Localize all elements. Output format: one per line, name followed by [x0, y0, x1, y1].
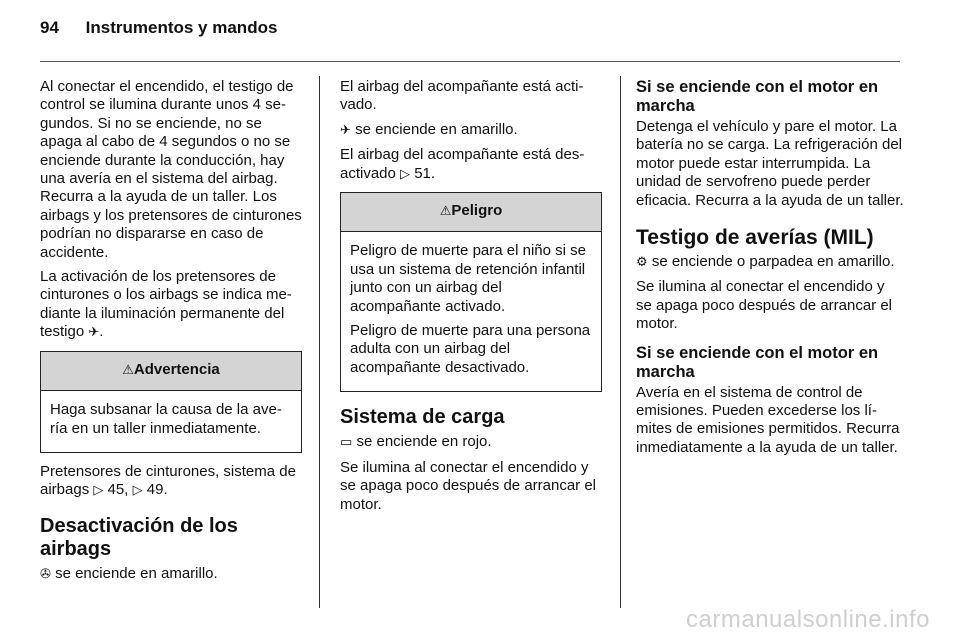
paragraph-text: La activación de los pretensores de cinturones o los airbags se indica mediante la iluminación permanente del testigo — [40, 268, 292, 341]
column-1 — [40, 78, 302, 590]
page-title: Instrumentos y mandos — [85, 18, 278, 37]
page-reference-icon: ▷ — [400, 166, 411, 182]
column-divider — [319, 76, 320, 608]
paragraph-text: Pretensores de cinturones, sistema de airbags — [40, 462, 296, 499]
paragraph — [340, 433, 602, 452]
subheading: Si se enciende con el motor en marcha — [636, 78, 879, 115]
paragraph: Al conectar el encendido, el testigo de control se ilumina durante unos 4 segundos. Si no se enciende, no se apaga al cabo de 4 segundos o no se enciende durante la conducción, hay una avería en el sistema del airbag. Recurra a la ayuda de un taller. Los airbags y los pretensores de cinturones podrían no dispararse en caso de accidente. — [40, 78, 302, 261]
airbag-on-icon: ✈ — [340, 122, 351, 138]
section-heading: Testigo de averías (MIL) — [636, 226, 874, 250]
warning-box-header — [41, 352, 301, 391]
page-ref[interactable]: 51 — [414, 164, 431, 182]
paragraph: Detenga el vehículo y pare el motor. La batería no se carga. La refrigeración del motor puede estar interrumpida. La unidad de servofreno puede perder eficacia. Recurra a la ayuda de un taller. — [636, 118, 904, 209]
warning-text: Haga subsanar la causa de la avería en un taller inmediatamente. — [50, 401, 282, 437]
paragraph — [40, 565, 302, 584]
battery-icon: ▭ — [340, 435, 353, 451]
danger-box-header — [341, 193, 601, 232]
paragraph — [340, 146, 602, 184]
page-ref-2[interactable]: 49 — [146, 481, 164, 499]
paragraph: El airbag del acompañante está activado. — [340, 78, 584, 114]
danger-box — [340, 192, 602, 392]
danger-text: Peligro de muerte para el niño si se usa un sistema de retención infantil junto con un airbag del acompañante activado. — [350, 242, 586, 315]
paragraph-text: se enciende o parpadea en amarillo. — [647, 253, 895, 271]
watermark: carmanualsonline.info — [686, 606, 930, 633]
column-2 — [340, 78, 602, 520]
paragraph-text: El airbag del acompañante está desactivado — [340, 146, 585, 182]
paragraph: Avería en el sistema de control de emisiones. Pueden excederse los límites de emisiones permitidos. Recurra inmediatamente a la ayuda de un taller. — [636, 383, 900, 456]
column-3 — [636, 78, 904, 463]
warning-title: Advertencia — [133, 360, 220, 378]
warning-box-body — [41, 391, 301, 452]
paragraph-text: se enciende en amarillo. — [50, 564, 218, 582]
paragraph-text: se enciende en amarillo. — [350, 120, 518, 138]
paragraph-text: se enciende en rojo. — [352, 433, 492, 451]
warning-box — [40, 351, 302, 453]
engine-icon: ⚙ — [636, 255, 648, 271]
paragraph-end: . — [430, 164, 436, 182]
airbag-off-icon: ✇ — [40, 566, 51, 582]
airbag-seat-icon: ✈ — [88, 325, 100, 341]
page-reference-icon: ▷ — [93, 483, 104, 499]
section-heading: Sistema de carga — [340, 406, 505, 429]
paragraph: Se ilumina al conectar el encendido y se apaga poco después de arrancar el motor. — [636, 278, 893, 333]
header-rule — [40, 61, 900, 62]
paragraph — [40, 268, 302, 343]
warning-triangle-icon: ⚠ — [439, 204, 452, 220]
column-divider — [620, 76, 621, 608]
warning-triangle-icon: ⚠ — [122, 362, 134, 378]
paragraph: Se ilumina al conectar el encendido y se apaga poco después de arrancar el motor. — [340, 458, 597, 513]
danger-title: Peligro — [451, 202, 503, 220]
page-number: 94 — [40, 18, 59, 37]
page-header — [40, 18, 277, 38]
paragraph-end: . — [163, 481, 168, 499]
danger-box-body — [341, 232, 601, 391]
paragraph — [636, 253, 904, 272]
section-heading: Desactivación de los airbags — [40, 514, 238, 560]
page-ref-1[interactable]: 45 — [107, 481, 125, 499]
paragraph: Pretensores de cinturones, sistema de airbags ▷ 45, ▷ 49. — [40, 462, 296, 499]
paragraph — [340, 121, 602, 140]
danger-text: Peligro de muerte para una persona adulta con un airbag del acompañante desactivado. — [350, 322, 591, 376]
paragraph-end: . — [99, 323, 104, 341]
page-reference-icon: ▷ — [132, 483, 143, 499]
subheading: Si se enciende con el motor en marcha — [636, 343, 879, 381]
